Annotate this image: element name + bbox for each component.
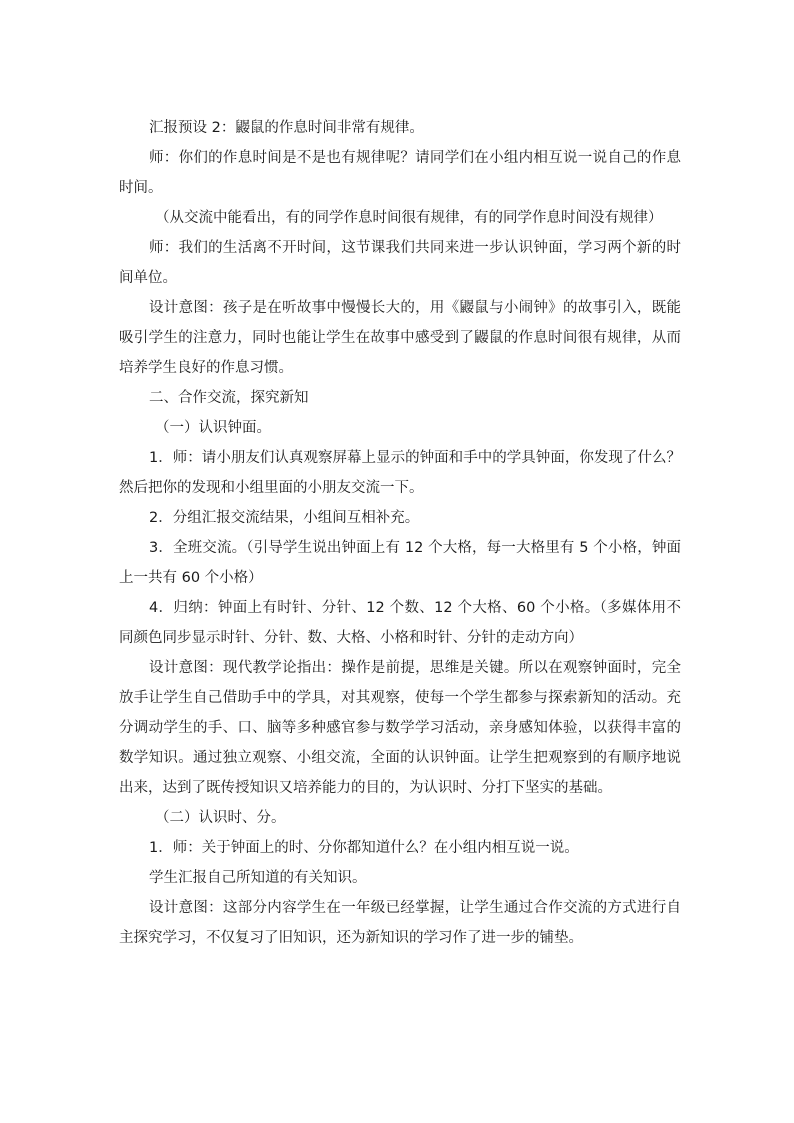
design-intent-paragraph: 设计意图：现代教学论指出：操作是前提，思维是关键。所以在观察钟面时，完全放手让学生自己借助手中的学具，对其观察，使每一个学生都参与探索新知的活动。充分调动学生的手、口、脑等多种感官参与数学学习活动，亲身感知体验，以获得丰富的数学知识。通过独立观察、小组交流，全面的认识钟面。让学生把观察到的有顺序地说出来，达到了既传授知识又培养能力的目的，为认识时、分打下坚实的基础。	[119, 660, 681, 796]
document-body	[119, 113, 681, 953]
step-paragraph: 1．师：关于钟面上的时、分你都知道什么？在小组内相互说一说。	[149, 840, 579, 856]
teacher-intro-paragraph: 师：我们的生活离不开时间，这节课我们共同来进一步认识钟面，学习两个新的时间单位。	[119, 240, 681, 286]
step-paragraph: 1．师：请小朋友们认真观察屏幕上显示的钟面和手中的学具钟面，你发现了什么？然后把你的发现和小组里面的小朋友交流一下。	[119, 450, 681, 496]
step-paragraph: 4．归纳：钟面上有时针、分针、12 个数、12 个大格、60 个小格。（多媒体用不同颜色同步显示时针、分针、数、大格、小格和时针、分针的走动方向）	[119, 600, 681, 646]
subsection-heading: （二）认识时、分。	[155, 810, 286, 826]
report-preset-paragraph: 汇报预设 2：鼹鼠的作息时间非常有规律。	[149, 120, 424, 136]
teacher-question-paragraph: 师：你们的作息时间是不是也有规律呢？请同学们在小组内相互说一说自己的作息时间。	[119, 150, 681, 196]
subsection-heading: （一）认识钟面。	[155, 420, 271, 436]
student-report-paragraph: 学生汇报自己所知道的有关知识。	[149, 870, 367, 886]
design-intent-paragraph: 设计意图：孩子是在听故事中慢慢长大的，用《鼹鼠与小闹钟》的故事引入，既能吸引学生的注意力，同时也能让学生在故事中感受到了鼹鼠的作息时间很有规律，从而培养学生良好的作息习惯。	[119, 300, 681, 376]
observation-note-paragraph: （从交流中能看出，有的同学作息时间很有规律，有的同学作息时间没有规律）	[155, 210, 663, 226]
step-paragraph: 3．全班交流。（引导学生说出钟面上有 12 个大格，每一大格里有 5 个小格，钟面上一共有 60 个小格）	[119, 540, 681, 586]
design-intent-paragraph: 设计意图：这部分内容学生在一年级已经掌握，让学生通过合作交流的方式进行自主探究学习，不仅复习了旧知识，还为新知识的学习作了进一步的铺垫。	[119, 900, 681, 946]
step-paragraph: 2．分组汇报交流结果，小组间互相补充。	[149, 510, 420, 526]
section-heading: 二、合作交流，探究新知	[149, 390, 309, 406]
